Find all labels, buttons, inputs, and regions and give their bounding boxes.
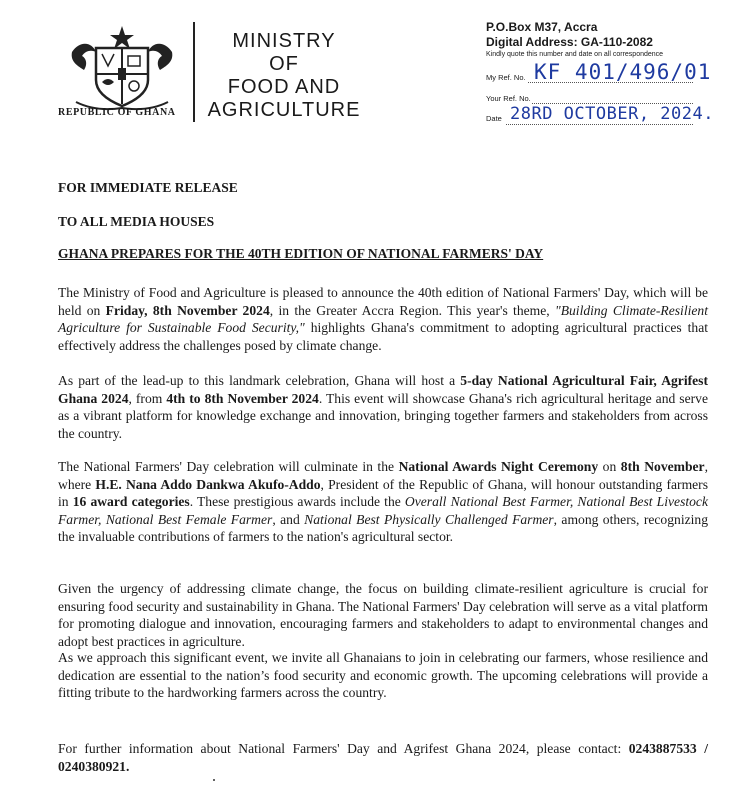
media-heading: TO ALL MEDIA HOUSES — [58, 214, 215, 229]
text-run: , in the Greater Accra Region. This year's theme, — [269, 302, 555, 318]
ministry-line: OF — [269, 53, 299, 75]
date-value: 28RD OCTOBER, 2024. — [510, 104, 714, 124]
text-run: , among others, recognizing the invaluable contributions of farmers to the nation's agricultural sector. — [58, 511, 709, 544]
text-run: , President of the Republic of Ghana, will honour outstanding farmers in — [58, 476, 708, 509]
text-run: The Ministry of Food and Agriculture is pleased to announce the 40th edition of National Farmers' Day, which will be held on — [58, 285, 708, 318]
paragraph-invitation — [58, 649, 708, 702]
my-ref-value: KF 401/496/01 — [534, 60, 712, 84]
text-run: For further information about National Farmers' Day and Agrifest Ghana 2024, please contact: — [58, 741, 629, 756]
paragraph-awards — [58, 458, 708, 546]
text-run: As part of the lead-up to this landmark celebration, Ghana will host a — [58, 373, 461, 388]
ministry-name — [204, 30, 364, 122]
your-ref-label: Your Ref. No. — [486, 94, 531, 103]
date-line — [506, 124, 693, 125]
text-run-bold: 8th November — [620, 459, 705, 474]
ministry-line: MINISTRY — [232, 30, 336, 52]
text-run-italic: National Best Physically Challenged Farmer — [304, 511, 554, 527]
text-run-bold: 4th to 8th November 2024 — [166, 390, 319, 406]
text-run-bold: Friday, 8th November 2024 — [105, 302, 270, 318]
paragraph-climate — [58, 580, 708, 650]
stray-mark — [213, 779, 215, 781]
text-run: Given the urgency of addressing climate change, the focus on building climate-resilient agriculture is crucial for ensuring food security and sustainability in Ghana. The National Farmers' Day celebration will serve as a vital platform for promoting dialogue and innovation, encouraging farmers and stakeholders to adapt to environmental changes and adopt best practices in agriculture. — [58, 581, 708, 649]
text-run: . These prestigious awards include the — [189, 494, 405, 509]
my-ref-label: My Ref. No. — [486, 73, 526, 82]
quote-note: Kindly quote this number and date on all correspondence — [486, 51, 664, 58]
text-run-bold: National Awards Night Ceremony — [398, 459, 599, 474]
text-run: , where — [58, 459, 709, 492]
text-run: , from — [128, 390, 167, 406]
contact-numbers: 0243887533 / 0240380921. — [58, 741, 708, 774]
text-run-italic: Overall National Best Farmer, National Best Livestock Farmer, National Best Female Farmer — [58, 494, 708, 527]
date-label: Date — [486, 114, 502, 123]
digital-address: Digital Address: GA-110-2082 — [486, 35, 653, 49]
text-run-bold: 5-day National Agricultural Fair, Agrifest Ghana 2024 — [58, 373, 708, 406]
text-run: , and — [272, 511, 305, 527]
release-heading: FOR IMMEDIATE RELEASE — [58, 180, 238, 195]
letterhead-divider — [193, 22, 195, 122]
po-box: P.O.Box M37, Accra — [486, 20, 598, 34]
text-run: The National Farmers' Day celebration will culminate in the — [58, 459, 399, 474]
text-run: highlights Ghana's commitment to adopting agricultural practices that effectively address the challenges posed by climate change. — [58, 320, 709, 353]
coat-of-arms-icon — [66, 22, 178, 112]
text-run-bold: H.E. Nana Addo Dankwa Akufo-Addo — [95, 476, 321, 492]
paragraph-contact — [58, 740, 708, 775]
text-run: . This event will showcase Ghana's rich agricultural heritage and serve as a vibrant platform for knowledge exchange and innovation, bringing together farmers and stakeholders from across the country. — [58, 390, 708, 441]
paragraph-agrifest — [58, 372, 708, 442]
text-run-italic: "Building Climate-Resilient Agriculture for Sustainable Food Security," — [58, 302, 708, 335]
text-run: As we approach this significant event, we invite all Ghanaians to join in celebrating our farmers, whose resilience and dedication are essential to the nation’s food security and economic growth. The upcoming celebrations will provide a fitting tribute to the hardworking farmers across the country. — [58, 650, 708, 700]
press-release-title: GHANA PREPARES FOR THE 40TH EDITION OF NATIONAL FARMERS' DAY — [58, 246, 544, 261]
ministry-line: AGRICULTURE — [207, 99, 361, 121]
address-block — [486, 20, 663, 60]
ministry-line: FOOD AND — [227, 76, 341, 98]
text-run-bold: 16 award categories — [72, 494, 190, 509]
text-run: on — [598, 459, 621, 474]
republic-label: REPUBLIC OF GHANA — [58, 107, 176, 118]
paragraph-announcement — [58, 284, 708, 354]
